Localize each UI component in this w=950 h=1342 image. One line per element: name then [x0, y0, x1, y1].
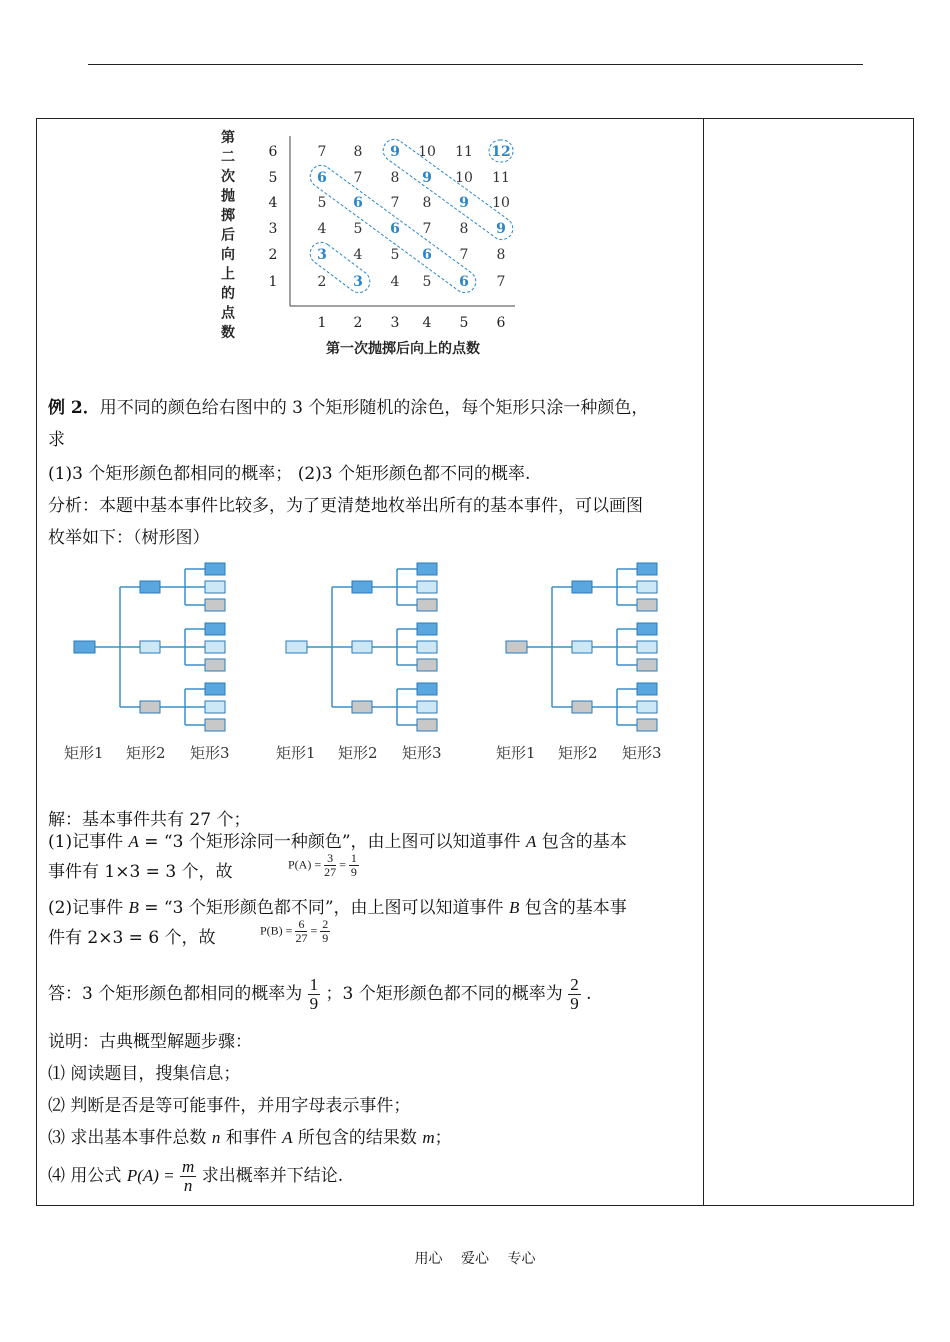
dice-sum-table-figure: [215, 124, 535, 364]
level3-rect: [637, 581, 657, 593]
table-cell-value: 9: [422, 170, 432, 186]
tree-level-label: 矩形2: [126, 744, 166, 762]
level3-rect: [417, 599, 437, 611]
x-tick-label: 6: [496, 315, 506, 331]
table-cell-value: 5: [422, 274, 432, 290]
step-text: 所包含的结果数: [292, 1128, 423, 1148]
formula-fraction-m-over-n: [180, 1158, 196, 1195]
fraction-numerator: 1: [309, 975, 319, 994]
table-cell-value: 7: [459, 247, 469, 263]
level2-rect: [140, 701, 160, 713]
table-cell-value: 9: [390, 144, 400, 160]
fraction-numerator: 2: [570, 975, 579, 994]
table-cell-value: 3: [317, 247, 327, 263]
root-rect: [286, 641, 307, 653]
solution-line1: 解：基本事件共有 27 个；: [48, 810, 251, 830]
tree-level-label: 矩形1: [496, 744, 536, 762]
formula-lhs: P(B) =: [260, 923, 293, 938]
solution-text: 包含的基本: [536, 832, 627, 852]
y-tick-label: 5: [268, 170, 278, 186]
level3-rect: [205, 623, 225, 635]
step-text: ；: [434, 1128, 452, 1148]
y-tick-label: 3: [268, 221, 278, 237]
table-cell-value: 7: [496, 274, 506, 290]
solution-line3: 事件有 1×3 = 3 个，故: [48, 862, 233, 882]
solution-line2: [48, 830, 627, 854]
tree-diagram: [64, 563, 230, 762]
example-2-question-line1: [48, 396, 648, 420]
table-cell-value: 8: [422, 195, 432, 211]
fraction-denominator: 9: [309, 994, 319, 1013]
step-3: [48, 1126, 452, 1150]
y-tick-label: 4: [268, 195, 278, 211]
equals-sign: =: [310, 923, 318, 938]
table-cell-value: 12: [491, 144, 511, 160]
fraction-numerator: m: [182, 1157, 195, 1176]
table-cell-value: 6: [422, 247, 432, 263]
variable-A: A: [525, 832, 537, 851]
table-cell-value: 8: [390, 170, 400, 186]
level3-rect: [417, 581, 437, 593]
level2-rect: [572, 701, 592, 713]
table-cell-value: 6: [353, 195, 363, 211]
table-cell-value: 7: [390, 195, 400, 211]
level3-rect: [637, 563, 657, 575]
level2-rect: [572, 641, 592, 653]
tree-level-label: 矩形3: [190, 744, 230, 762]
variable-m: m: [422, 1128, 435, 1147]
formula-PA: P(A) =: [126, 1166, 175, 1185]
level3-rect: [205, 701, 225, 713]
fraction-3-27: [324, 852, 336, 879]
level2-rect: [352, 701, 372, 713]
table-cell-value: 11: [492, 170, 510, 186]
fraction-denominator: 27: [295, 931, 308, 945]
page-footer: [0, 1248, 950, 1268]
table-cell-value: 10: [418, 144, 436, 160]
table-column-divider: [703, 118, 704, 1206]
tree-level-label: 矩形1: [276, 744, 316, 762]
y-axis-label-char: 上: [221, 266, 235, 283]
table-cell-value: 5: [390, 247, 400, 263]
answer-period: .: [586, 984, 592, 1004]
table-cell-value: 5: [317, 195, 327, 211]
x-tick-label: 5: [459, 315, 469, 331]
level3-rect: [417, 683, 437, 695]
fraction-2-9: [320, 918, 330, 945]
answer-fraction-1: [308, 976, 321, 1013]
table-cell-value: 2: [317, 274, 327, 290]
level3-rect: [637, 719, 657, 731]
table-cell-value: 10: [455, 170, 473, 186]
root-rect: [74, 641, 95, 653]
y-axis-label-char: 第: [221, 130, 235, 146]
fraction-numerator: 6: [295, 918, 307, 932]
tree-level-label: 矩形1: [64, 744, 104, 762]
x-tick-label: 4: [422, 315, 432, 331]
table-cell-value: 4: [390, 274, 400, 290]
table-cell-value: 7: [317, 144, 327, 160]
variable-B: B: [508, 898, 520, 917]
question-text: 用不同的颜色给右图中的 3 个矩形随机的涂色，每个矩形只涂一种颜色，: [99, 398, 649, 418]
y-axis-label-char: 点: [221, 305, 235, 322]
fraction-numerator: 3: [324, 852, 336, 866]
solution-line4: [48, 896, 627, 920]
fraction-1-9: [349, 852, 359, 879]
level3-rect: [205, 659, 225, 671]
equals-sign: =: [339, 857, 346, 872]
tree-diagram: [496, 563, 662, 762]
table-cell-value: 9: [496, 221, 506, 237]
root-rect: [506, 641, 527, 653]
level3-rect: [417, 701, 437, 713]
y-axis-label-char: 掷: [221, 208, 235, 224]
example-2-subquestions: (1)3 个矩形颜色都相同的概率； (2)3 个矩形颜色都不同的概率.: [48, 464, 531, 484]
y-axis-label-char: 抛: [221, 188, 235, 205]
level3-rect: [205, 641, 225, 653]
y-axis-label-char: 向: [221, 247, 235, 263]
header-rule: [88, 64, 863, 65]
answer-text: 答：3 个矩形颜色都相同的概率为: [48, 984, 303, 1004]
solution-text: 包含的基本事: [519, 898, 627, 918]
formula-PB-value: [260, 918, 330, 945]
analysis-line2: 枚举如下：（树形图）: [48, 528, 210, 548]
y-tick-label: 6: [268, 144, 278, 160]
fraction-denominator: n: [183, 1176, 193, 1195]
table-cell-value: 4: [317, 221, 327, 237]
answer-text: ；3 个矩形颜色都不同的概率为: [325, 984, 563, 1004]
y-tick-label: 1: [268, 274, 278, 290]
table-cell-value: 5: [353, 221, 363, 237]
table-cell-value: 8: [496, 247, 506, 263]
formula-lhs: P(A) =: [288, 857, 322, 872]
fraction-denominator: 9: [322, 931, 329, 945]
solution-line5: 件有 2×3 = 6 个，故: [48, 928, 216, 948]
steps-intro: 说明：古典概型解题步骤：: [48, 1032, 252, 1052]
step-1: ⑴ 阅读题目，搜集信息；: [48, 1064, 241, 1084]
level2-rect: [140, 581, 160, 593]
level2-rect: [572, 581, 592, 593]
y-axis-label-char: 的: [221, 286, 235, 302]
step-4: [48, 1158, 343, 1195]
table-cell-value: 6: [317, 170, 327, 186]
step-2: ⑵ 判断是否是等可能事件，并用字母表示事件；: [48, 1096, 411, 1116]
x-tick-label: 2: [353, 315, 363, 331]
level3-rect: [637, 641, 657, 653]
level3-rect: [637, 701, 657, 713]
y-axis-label-char: 数: [221, 325, 235, 341]
table-cell-value: 6: [459, 274, 469, 290]
level3-rect: [637, 599, 657, 611]
level3-rect: [205, 683, 225, 695]
level3-rect: [205, 563, 225, 575]
tree-level-label: 矩形3: [622, 744, 662, 762]
analysis-line1: 分析：本题中基本事件比较多，为了更清楚地枚举出所有的基本事件，可以画图: [48, 496, 643, 516]
variable-n: n: [211, 1128, 221, 1147]
fraction-numerator: 1: [350, 851, 357, 865]
answer-fraction-2: [568, 976, 581, 1013]
y-axis-label-char: 后: [221, 227, 235, 244]
tree-diagram: [276, 563, 442, 762]
footer-word: 爱心: [461, 1251, 489, 1267]
level3-rect: [205, 599, 225, 611]
example-2-title: 例 2．: [48, 398, 100, 418]
x-axis-label: 第一次抛掷后向上的点数: [326, 341, 480, 357]
solution-text: = “3 个矩形颜色都不同”，由上图可以知道事件: [138, 898, 509, 918]
fraction-denominator: 9: [350, 865, 357, 879]
fraction-denominator: 9: [570, 994, 579, 1013]
level3-rect: [637, 659, 657, 671]
level2-rect: [352, 581, 372, 593]
level3-rect: [637, 683, 657, 695]
answer-line: [48, 976, 592, 1013]
x-tick-label: 1: [317, 315, 327, 331]
fraction-numerator: 2: [322, 917, 329, 931]
table-cell-value: 8: [459, 221, 469, 237]
tree-diagrams: [60, 560, 690, 775]
tree-level-label: 矩形2: [338, 744, 378, 762]
variable-A: A: [128, 832, 139, 851]
table-cell-value: 6: [390, 221, 400, 237]
level3-rect: [417, 719, 437, 731]
footer-word: 用心: [414, 1251, 443, 1267]
table-cell-value: 10: [492, 195, 510, 211]
level2-rect: [140, 641, 160, 653]
table-cell-value: 11: [455, 144, 473, 160]
step-text: 求出概率并下结论.: [196, 1166, 344, 1186]
formula-PA-value: [288, 852, 359, 879]
solution-text: (2)记事件: [48, 898, 129, 918]
y-tick-label: 2: [268, 247, 278, 263]
level3-rect: [417, 563, 437, 575]
level3-rect: [417, 659, 437, 671]
table-cell-value: 9: [459, 195, 469, 211]
fraction-denominator: 27: [324, 865, 337, 879]
level3-rect: [205, 719, 225, 731]
level3-rect: [417, 623, 437, 635]
table-cell-value: 3: [353, 274, 363, 290]
highlight-outline: [306, 238, 374, 297]
y-axis-label-char: 次: [221, 169, 235, 185]
table-cell-value: 7: [353, 170, 363, 186]
fraction-6-27: [295, 918, 307, 945]
step-text: ⑶ 求出基本事件总数: [48, 1128, 212, 1148]
level3-rect: [637, 623, 657, 635]
example-2-question-line2: 求: [48, 430, 65, 450]
table-cell-value: 4: [353, 247, 363, 263]
tree-level-label: 矩形3: [402, 744, 442, 762]
variable-B: B: [128, 898, 139, 917]
y-axis-label-char: 二: [221, 149, 235, 166]
footer-word: 专心: [507, 1251, 536, 1267]
level2-rect: [352, 641, 372, 653]
variable-A: A: [282, 1128, 293, 1147]
step-text: 和事件: [220, 1128, 283, 1148]
solution-text: (1)记事件: [48, 832, 129, 852]
tree-level-label: 矩形2: [558, 744, 598, 762]
level3-rect: [205, 581, 225, 593]
level3-rect: [417, 641, 437, 653]
table-cell-value: 8: [353, 144, 363, 160]
step-text: ⑷ 用公式: [48, 1166, 127, 1186]
x-tick-label: 3: [390, 315, 400, 331]
solution-text: = “3 个矩形涂同一种颜色”，由上图可以知道事件: [138, 832, 526, 852]
table-cell-value: 7: [422, 221, 432, 237]
